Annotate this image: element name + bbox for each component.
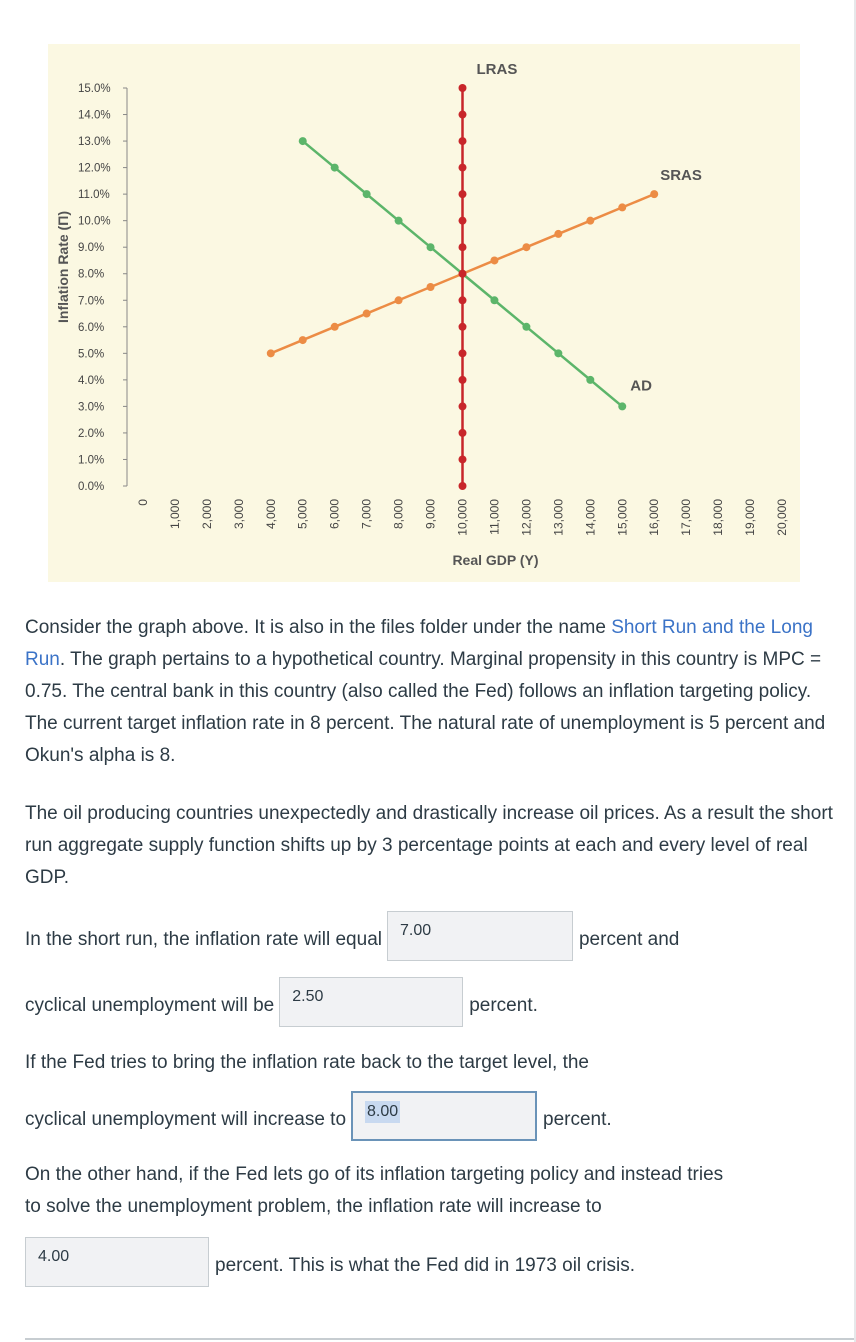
lras-point <box>459 164 467 172</box>
x-tick-label: 3,000 <box>231 499 246 530</box>
x-tick-label: 6,000 <box>327 499 342 530</box>
sras-point <box>522 243 530 251</box>
ad-point <box>299 137 307 145</box>
x-tick-label: 16,000 <box>647 499 662 536</box>
chart-svg <box>48 44 800 582</box>
sras-point <box>427 283 435 291</box>
lras-point <box>459 349 467 357</box>
question-4-line3 <box>25 1241 635 1291</box>
sras-point <box>331 323 339 331</box>
y-tick-label: 0.0% <box>78 481 105 493</box>
ad-point <box>363 190 371 198</box>
intro-text-b: . The graph pertains to a hypothetical country. Marginal propensity in this country is MPC = 0.75. The central bank in this country (also called the Fed) follows an inflation targeting policy. The current target inflation rate in 8 percent. The natural rate of unemployment is 5 percent and Okun's alpha is 8. <box>25 649 826 766</box>
sras-point <box>363 310 371 318</box>
answer-3-input[interactable] <box>351 1091 537 1141</box>
chart <box>48 44 800 582</box>
y-tick-label: 12.0% <box>78 162 111 175</box>
y-tick-label: 8.0% <box>78 268 105 281</box>
q1-prefix: In the short run, the inflation rate will equal <box>25 929 382 950</box>
y-tick-label: 10.0% <box>78 215 111 228</box>
ad-point <box>618 402 626 410</box>
q4-suffix: percent. This is what the Fed did in 1973 oil crisis. <box>215 1255 635 1276</box>
y-tick-label: 7.0% <box>78 295 105 308</box>
q1-suffix: percent and <box>578 929 680 950</box>
y-axis-label: Inflation Rate (Π) <box>55 211 71 323</box>
sras-point <box>586 217 594 225</box>
ad-point <box>522 323 530 331</box>
q2-prefix: cyclical unemployment will be <box>25 995 275 1016</box>
lras-point <box>459 429 467 437</box>
x-tick-label: 17,000 <box>679 499 694 536</box>
y-tick-label: 14.0% <box>78 109 111 122</box>
lras-point <box>459 482 467 490</box>
x-tick-label: 1,000 <box>167 499 182 530</box>
x-tick-label: 7,000 <box>359 499 374 530</box>
x-tick-label: 11,000 <box>487 499 502 535</box>
q4-line2: to solve the unemployment problem, the inflation rate will increase to <box>25 1196 602 1217</box>
x-tick-label: 10,000 <box>455 499 470 536</box>
lras-point <box>459 217 467 225</box>
sras-series-label: SRAS <box>660 167 702 185</box>
y-tick-label: 6.0% <box>78 321 105 334</box>
x-tick-label: 12,000 <box>519 499 534 536</box>
q2-suffix: percent. <box>469 995 538 1016</box>
lras-point <box>459 455 467 463</box>
q3-prefix: cyclical unemployment will increase to <box>25 1109 347 1130</box>
x-tick-label: 2,000 <box>199 499 214 530</box>
lras-point <box>459 402 467 410</box>
shock-paragraph: The oil producing countries unexpectedly and drastically increase oil prices. As a result the short run aggregate supply function shifts up by 3 percentage points at each and every level of real GDP. <box>25 803 833 888</box>
ad-point <box>331 164 339 172</box>
intro-paragraph <box>25 612 835 772</box>
answer-2-value: 2.50 <box>292 988 324 1005</box>
x-tick-label: 19,000 <box>743 499 758 536</box>
sras-point <box>618 203 626 211</box>
intro-text-a: Consider the graph above. It is also in the files folder under the name <box>25 617 612 638</box>
question-4-line1 <box>25 1164 723 1186</box>
lras-point <box>459 111 467 119</box>
ad-series-label: AD <box>630 377 652 395</box>
bottom-divider <box>25 1338 856 1340</box>
lras-point <box>459 376 467 384</box>
y-tick-label: 11.0% <box>78 189 110 202</box>
x-tick-label: 9,000 <box>423 499 438 530</box>
lras-point <box>459 270 467 278</box>
answer-1-input[interactable] <box>387 911 573 961</box>
q3-line1: If the Fed tries to bring the inflation rate back to the target level, the <box>25 1052 589 1073</box>
answer-3-value: 8.00 <box>365 1101 400 1123</box>
sras-point <box>267 349 275 357</box>
y-tick-label: 3.0% <box>78 401 105 414</box>
lras-point <box>459 323 467 331</box>
x-tick-label: 15,000 <box>615 499 630 536</box>
answer-1-value: 7.00 <box>399 922 432 939</box>
lras-point <box>459 137 467 145</box>
question-text <box>25 612 835 914</box>
sras-point <box>490 256 498 264</box>
y-tick-label: 15.0% <box>78 83 111 95</box>
question-4-line2 <box>25 1196 602 1218</box>
ad-point <box>586 376 594 384</box>
lras-point <box>459 296 467 304</box>
x-tick-label: 18,000 <box>711 499 726 536</box>
y-tick-label: 5.0% <box>78 348 105 361</box>
y-tick-label: 2.0% <box>78 427 105 440</box>
file-link[interactable]: Short Run and the Long Run <box>25 617 813 670</box>
sras-point <box>650 190 658 198</box>
lras-point <box>459 243 467 251</box>
answer-4-input[interactable] <box>25 1237 209 1287</box>
lras-point <box>459 84 467 92</box>
x-tick-label: 20,000 <box>775 499 790 536</box>
q3-suffix: percent. <box>543 1109 612 1130</box>
x-tick-label: 5,000 <box>295 499 310 530</box>
x-axis-label: Real GDP (Y) <box>452 552 539 568</box>
x-tick-label: 14,000 <box>583 499 598 536</box>
x-tick-label: 0 <box>135 499 150 506</box>
y-tick-label: 1.0% <box>78 454 105 467</box>
ad-point <box>490 296 498 304</box>
sras-point <box>554 230 562 238</box>
answer-4-value: 4.00 <box>38 1248 70 1265</box>
question-3-line2 <box>25 1095 612 1145</box>
question-1-line <box>25 915 679 965</box>
ad-point <box>427 243 435 251</box>
y-tick-label: 9.0% <box>78 242 105 255</box>
question-3-line1 <box>25 1052 589 1074</box>
y-tick-label: 13.0% <box>78 136 111 149</box>
answer-2-input[interactable] <box>279 977 463 1027</box>
lras-series-label: LRAS <box>476 61 518 78</box>
y-tick-label: 4.0% <box>78 374 105 387</box>
x-tick-label: 4,000 <box>263 499 278 530</box>
sras-point <box>299 336 307 344</box>
sras-point <box>395 296 403 304</box>
q4-line1: On the other hand, if the Fed lets go of its inflation targeting policy and instead tries <box>25 1164 724 1185</box>
lras-point <box>459 190 467 198</box>
ad-point <box>395 217 403 225</box>
x-tick-label: 13,000 <box>551 499 566 536</box>
x-tick-label: 8,000 <box>391 499 406 530</box>
question-2-line <box>25 981 538 1031</box>
ad-point <box>554 349 562 357</box>
